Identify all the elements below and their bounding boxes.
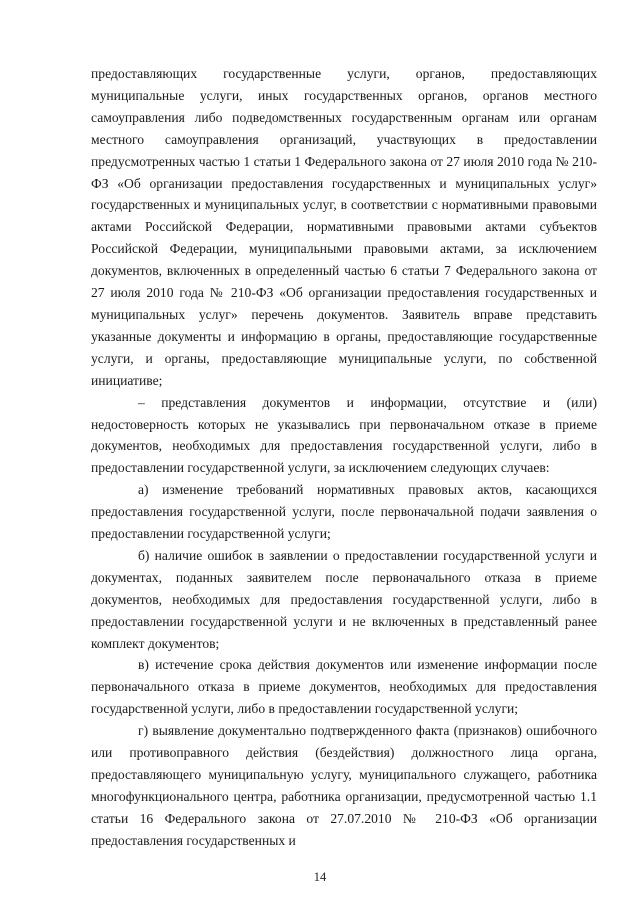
page-number: 14 xyxy=(313,870,327,884)
paragraph-continuation: предоставляющих государственные услуги, органов, предоставляющих муниципальные услуги, иных государственных органов, органов местного самоуправления либо подведомственных государственным органам или органам местного самоуправления организаций, участвующих в предоставлении предусмотренных частью 1 статьи 1 Федерального закона от 27 июля 2010 года № 210-ФЗ «Об организации предоставления государственных и муниципальных услуг» государственных и муниципальных услуг, в соответствии с нормативными правовыми актами Российской Федерации, нормативными правовыми актами субъектов Российской Федерации, муниципальными правовыми актами, за исключением документов, включенных в определенный частью 6 статьи 7 Федерального закона от 27 июля 2010 года № 210-ФЗ «Об организации предоставления государственных и муниципальных услуг» перечень документов. Заявитель вправе представить указанные документы и информацию в органы, предоставляющие государственные услуги, и органы, предоставляющие муниципальные услуги, по собственной инициативе; xyxy=(91,66,597,388)
paragraph-case-b: б) наличие ошибок в заявлении о предоставлении государственной услуги и документах, поданных заявителем после первоначального отказа в приеме документов, необходимых для предоставления государственной услуги, либо в предоставлении государственной услуги и не включенных в представленный ранее комплект документов; xyxy=(91,547,597,651)
paragraph-absence-bullet: – представления документов и информации, отсутствие и (или) недостоверность которых не указывались при первоначальном отказе в приеме документов, необходимых для предоставления государственной услуги, либо в предоставлении государственной услуги, за исключением следующих случаев: xyxy=(91,394,597,476)
document-body xyxy=(91,63,597,852)
paragraph-case-v: в) истечение срока действия документов или изменение информации после первоначального отказа в приеме документов, необходимых для предоставления государственной услуги, либо в предоставлении государственной услуги; xyxy=(91,657,597,717)
paragraph-case-g: г) выявление документально подтвержденного факта (признаков) ошибочного или противоправного действия (бездействия) должностного лица органа, предоставляющего муниципальную услугу, муниципального служащего, работника многофункционального центра, работника организации, предусмотренной частью 1.1 статьи 16 Федерального закона от 27.07.2010 № 210-ФЗ «Об организации предоставления государственных и xyxy=(91,723,597,848)
paragraph-case-a: а) изменение требований нормативных правовых актов, касающихся предоставления государственной услуги, после первоначальной подачи заявления о предоставлении государственной услуги; xyxy=(91,482,597,542)
